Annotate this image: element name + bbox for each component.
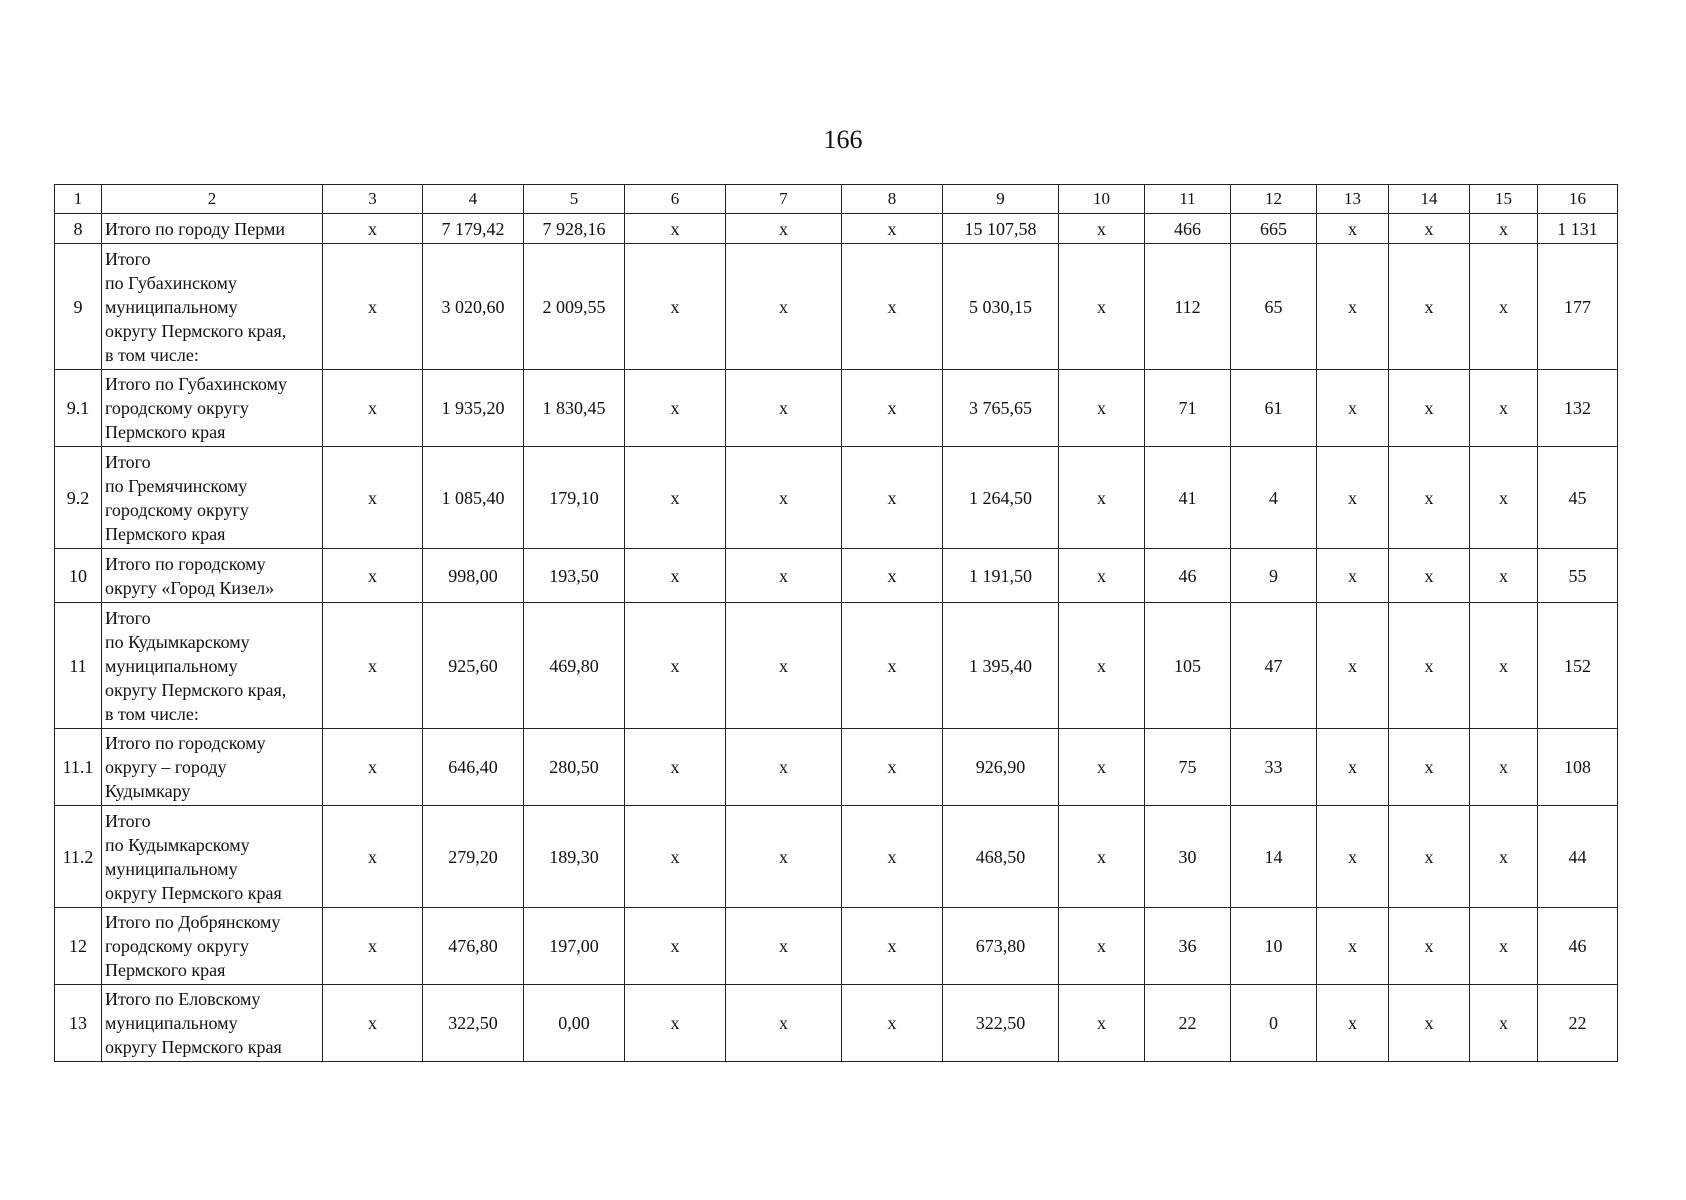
row-name-line: округу Пермского края, — [105, 320, 287, 341]
value-cell: х — [1059, 729, 1145, 806]
row-name-line: Итого — [105, 451, 151, 472]
value-cell: х — [1317, 447, 1389, 549]
value-cell: 7 928,16 — [524, 214, 625, 244]
row-name-line: округу «Город Кизел» — [105, 577, 275, 598]
value-cell: х — [323, 549, 423, 603]
value-cell: 1 264,50 — [943, 447, 1059, 549]
value-cell: 152 — [1538, 603, 1618, 729]
value-cell: 280,50 — [524, 729, 625, 806]
row-name-cell — [102, 908, 323, 985]
value-cell: х — [1059, 985, 1145, 1062]
table-row — [55, 370, 1618, 447]
value-cell: х — [1470, 549, 1538, 603]
value-cell: х — [625, 729, 726, 806]
row-number-cell: 9.2 — [55, 447, 102, 549]
value-cell: х — [726, 603, 842, 729]
header-cell: 9 — [943, 185, 1059, 214]
value-cell: х — [842, 244, 943, 370]
row-name-line: по Губахинскому — [105, 272, 237, 293]
value-cell: х — [1317, 806, 1389, 908]
value-cell: 33 — [1231, 729, 1317, 806]
value-cell: 665 — [1231, 214, 1317, 244]
row-name-line: Итого по Еловскому — [105, 989, 261, 1009]
value-cell: х — [842, 214, 943, 244]
header-cell: 2 — [102, 185, 323, 214]
value-cell: х — [726, 370, 842, 447]
value-cell: х — [726, 447, 842, 549]
value-cell: 1 830,45 — [524, 370, 625, 447]
row-number-cell: 8 — [55, 214, 102, 244]
row-name-line: Итого по Губахинскому — [105, 374, 287, 394]
value-cell: 1 935,20 — [423, 370, 524, 447]
header-cell: 16 — [1538, 185, 1618, 214]
value-cell: х — [625, 806, 726, 908]
value-cell: х — [1317, 985, 1389, 1062]
value-cell: х — [1317, 603, 1389, 729]
value-cell: 22 — [1538, 985, 1618, 1062]
value-cell: 46 — [1538, 908, 1618, 985]
value-cell: х — [1389, 806, 1470, 908]
value-cell: 646,40 — [423, 729, 524, 806]
row-name-line: муниципальному — [105, 296, 238, 317]
row-name-cell — [102, 806, 323, 908]
value-cell: х — [1389, 214, 1470, 244]
value-cell: х — [726, 244, 842, 370]
row-name-line: округу Пермского края — [105, 1037, 282, 1057]
value-cell: х — [1470, 370, 1538, 447]
value-cell: х — [842, 908, 943, 985]
header-cell: 11 — [1145, 185, 1231, 214]
row-name-cell — [102, 603, 323, 729]
value-cell: 47 — [1231, 603, 1317, 729]
value-cell: х — [1389, 244, 1470, 370]
value-cell: 179,10 — [524, 447, 625, 549]
row-name-cell — [102, 370, 323, 447]
header-cell: 14 — [1389, 185, 1470, 214]
value-cell: х — [1317, 549, 1389, 603]
value-cell: х — [842, 985, 943, 1062]
value-cell: х — [625, 370, 726, 447]
value-cell: х — [323, 214, 423, 244]
header-cell: 15 — [1470, 185, 1538, 214]
value-cell: 279,20 — [423, 806, 524, 908]
header-cell: 12 — [1231, 185, 1317, 214]
row-name-line: муниципальному — [105, 858, 238, 879]
page-number: 166 — [823, 125, 863, 154]
value-cell: х — [1470, 806, 1538, 908]
value-cell: х — [1059, 214, 1145, 244]
value-cell: 177 — [1538, 244, 1618, 370]
row-name-line: в том числе: — [105, 703, 199, 724]
value-cell: 71 — [1145, 370, 1231, 447]
value-cell: х — [625, 603, 726, 729]
value-cell: х — [842, 447, 943, 549]
value-cell: 46 — [1145, 549, 1231, 603]
row-name-cell — [102, 447, 323, 549]
value-cell: х — [1470, 985, 1538, 1062]
value-cell: х — [1317, 214, 1389, 244]
value-cell: х — [323, 806, 423, 908]
value-cell: х — [323, 447, 423, 549]
value-cell: 322,50 — [423, 985, 524, 1062]
value-cell: 925,60 — [423, 603, 524, 729]
row-name-cell — [102, 244, 323, 370]
row-name-line: Пермского края — [105, 523, 226, 544]
value-cell: х — [1470, 908, 1538, 985]
value-cell: 30 — [1145, 806, 1231, 908]
value-cell: х — [1470, 729, 1538, 806]
value-cell: х — [1059, 549, 1145, 603]
row-name-line: по Кудымкарскому — [105, 834, 250, 855]
value-cell: 673,80 — [943, 908, 1059, 985]
value-cell: х — [842, 729, 943, 806]
value-cell: х — [1317, 370, 1389, 447]
value-cell: 9 — [1231, 549, 1317, 603]
value-cell: х — [1470, 244, 1538, 370]
header-row — [55, 185, 1618, 214]
row-number-cell: 13 — [55, 985, 102, 1062]
row-number-cell: 11 — [55, 603, 102, 729]
value-cell: 65 — [1231, 244, 1317, 370]
row-name-line: в том числе: — [105, 344, 199, 365]
value-cell: х — [1389, 603, 1470, 729]
value-cell: 61 — [1231, 370, 1317, 447]
value-cell: 998,00 — [423, 549, 524, 603]
table-body — [55, 185, 1618, 1062]
row-name-line: Итого — [105, 607, 151, 628]
row-name-line: по Гремячинскому — [105, 475, 248, 496]
value-cell: х — [726, 549, 842, 603]
value-cell: х — [1470, 214, 1538, 244]
value-cell: х — [842, 549, 943, 603]
value-cell: 10 — [1231, 908, 1317, 985]
value-cell: 4 — [1231, 447, 1317, 549]
value-cell: х — [726, 806, 842, 908]
row-name-line: Итого по городу Перми — [105, 218, 286, 239]
row-name-line: Итого по городскому — [105, 733, 266, 753]
value-cell: х — [1389, 729, 1470, 806]
value-cell: 476,80 — [423, 908, 524, 985]
value-cell: х — [1059, 447, 1145, 549]
header-cell: 5 — [524, 185, 625, 214]
value-cell: 7 179,42 — [423, 214, 524, 244]
data-table — [54, 184, 1618, 1062]
row-name-line: округу Пермского края — [105, 882, 282, 903]
header-cell: 10 — [1059, 185, 1145, 214]
value-cell: х — [323, 908, 423, 985]
value-cell: 105 — [1145, 603, 1231, 729]
value-cell: 36 — [1145, 908, 1231, 985]
value-cell: 2 009,55 — [524, 244, 625, 370]
value-cell: 189,30 — [524, 806, 625, 908]
value-cell: 108 — [1538, 729, 1618, 806]
value-cell: 14 — [1231, 806, 1317, 908]
value-cell: х — [1059, 908, 1145, 985]
header-cell: 3 — [323, 185, 423, 214]
value-cell: 197,00 — [524, 908, 625, 985]
value-cell: х — [323, 370, 423, 447]
table-row — [55, 244, 1618, 370]
value-cell: х — [625, 244, 726, 370]
table-row — [55, 908, 1618, 985]
value-cell: х — [323, 985, 423, 1062]
header-cell: 6 — [625, 185, 726, 214]
row-number-cell: 10 — [55, 549, 102, 603]
header-cell: 13 — [1317, 185, 1389, 214]
row-name-line: Итого по городскому — [105, 553, 266, 574]
value-cell: 44 — [1538, 806, 1618, 908]
value-cell: х — [625, 908, 726, 985]
value-cell: 1 191,50 — [943, 549, 1059, 603]
row-number-cell: 9.1 — [55, 370, 102, 447]
value-cell: 322,50 — [943, 985, 1059, 1062]
value-cell: х — [625, 985, 726, 1062]
row-name-line: Итого — [105, 810, 151, 831]
value-cell: х — [323, 603, 423, 729]
row-number-cell: 12 — [55, 908, 102, 985]
value-cell: х — [842, 603, 943, 729]
value-cell: х — [1317, 908, 1389, 985]
table-row — [55, 549, 1618, 603]
value-cell: х — [726, 729, 842, 806]
value-cell: х — [625, 447, 726, 549]
table-row — [55, 985, 1618, 1062]
value-cell: х — [625, 549, 726, 603]
value-cell: х — [323, 729, 423, 806]
value-cell: 1 085,40 — [423, 447, 524, 549]
table-row — [55, 603, 1618, 729]
value-cell: 5 030,15 — [943, 244, 1059, 370]
value-cell: х — [625, 214, 726, 244]
value-cell: х — [1389, 370, 1470, 447]
row-number-cell: 11.1 — [55, 729, 102, 806]
row-name-line: городскому округу — [105, 398, 249, 418]
table-row — [55, 214, 1618, 244]
value-cell: х — [726, 908, 842, 985]
row-name-line: муниципальному — [105, 655, 238, 676]
value-cell: 75 — [1145, 729, 1231, 806]
row-name-line: Пермского края — [105, 422, 226, 442]
value-cell: х — [842, 806, 943, 908]
header-cell: 8 — [842, 185, 943, 214]
value-cell: 41 — [1145, 447, 1231, 549]
value-cell: х — [1059, 244, 1145, 370]
row-name-line: Кудымкару — [105, 781, 191, 801]
row-name-line: округу Пермского края, — [105, 679, 287, 700]
value-cell: х — [1389, 549, 1470, 603]
value-cell: 3 020,60 — [423, 244, 524, 370]
row-name-cell — [102, 729, 323, 806]
value-cell: х — [1470, 603, 1538, 729]
value-cell: х — [726, 214, 842, 244]
row-name-line: по Кудымкарскому — [105, 631, 250, 652]
row-name-cell — [102, 214, 323, 244]
value-cell: х — [323, 244, 423, 370]
row-name-line: муниципальному — [105, 1013, 238, 1033]
value-cell: х — [1389, 985, 1470, 1062]
value-cell: 469,80 — [524, 603, 625, 729]
value-cell: х — [1059, 806, 1145, 908]
value-cell: 0 — [1231, 985, 1317, 1062]
value-cell: 15 107,58 — [943, 214, 1059, 244]
value-cell: 468,50 — [943, 806, 1059, 908]
value-cell: 0,00 — [524, 985, 625, 1062]
row-name-cell — [102, 985, 323, 1062]
value-cell: 1 395,40 — [943, 603, 1059, 729]
value-cell: х — [1059, 603, 1145, 729]
value-cell: х — [1317, 244, 1389, 370]
value-cell: х — [1470, 447, 1538, 549]
header-cell: 7 — [726, 185, 842, 214]
table-row — [55, 729, 1618, 806]
row-name-line: городскому округу — [105, 499, 249, 520]
row-name-line: Итого по Добрянскому — [105, 912, 281, 932]
row-name-line: Итого — [105, 248, 151, 269]
value-cell: 22 — [1145, 985, 1231, 1062]
value-cell: 112 — [1145, 244, 1231, 370]
row-name-cell — [102, 549, 323, 603]
value-cell: 45 — [1538, 447, 1618, 549]
header-cell: 4 — [423, 185, 524, 214]
table-row — [55, 447, 1618, 549]
row-name-line: округу – городу — [105, 757, 227, 777]
value-cell: х — [1059, 370, 1145, 447]
value-cell: х — [1389, 447, 1470, 549]
row-name-line: городскому округу — [105, 936, 249, 956]
row-number-cell: 9 — [55, 244, 102, 370]
value-cell: х — [1317, 729, 1389, 806]
value-cell: 3 765,65 — [943, 370, 1059, 447]
value-cell: 132 — [1538, 370, 1618, 447]
value-cell: 193,50 — [524, 549, 625, 603]
row-name-line: Пермского края — [105, 960, 226, 980]
row-number-cell: 11.2 — [55, 806, 102, 908]
value-cell: х — [1389, 908, 1470, 985]
table-row — [55, 806, 1618, 908]
value-cell: х — [726, 985, 842, 1062]
value-cell: 55 — [1538, 549, 1618, 603]
header-cell: 1 — [55, 185, 102, 214]
value-cell: 926,90 — [943, 729, 1059, 806]
value-cell: 466 — [1145, 214, 1231, 244]
value-cell: х — [842, 370, 943, 447]
value-cell: 1 131 — [1538, 214, 1618, 244]
